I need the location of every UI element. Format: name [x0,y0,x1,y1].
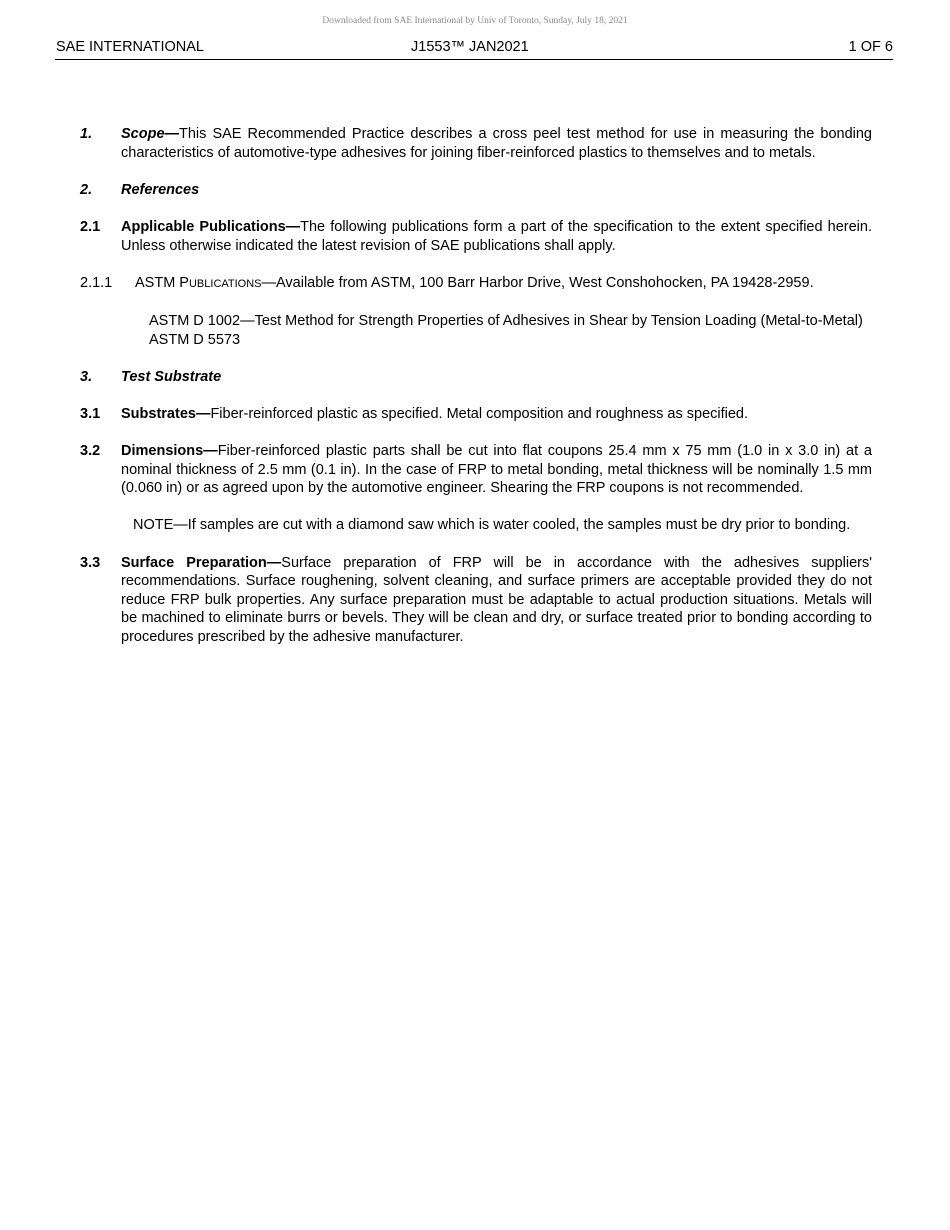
section-number: 2.1.1 [80,274,113,291]
section-text: The following publications form a part of the specification to the extent specified herein. Unless otherwise indicated the latest revision of SAE publications shall apply. [121,218,872,254]
section-3-2-dimensions [80,442,872,498]
section-title: Dimensions— [121,443,218,460]
section-3-3-surface-preparation [80,554,872,647]
section-number: 3.1 [80,405,101,422]
section-label: ASTM P [135,274,189,291]
section-title: Surface Preparation— [121,554,282,571]
note-block [133,516,872,535]
reference-item: ASTM D 1002—Test Method for Strength Properties of Adhesives in Shear by Tension Loading (Metal-to-Metal) [149,312,863,329]
reference-item: ASTM D 5573 [149,331,241,348]
section-3-1-substrates [80,405,872,424]
section-3-test-substrate [80,368,872,387]
section-2-references [80,181,872,200]
section-text: Surface preparation of FRP will be in accordance with the adhesives suppliers' recommendations. Surface roughening, solvent cleaning, and surface primers are acceptable provided they do not reduce FRP bulk properties. Any surface preparation must be adaptable to actual production situations. Metals will be machined to eliminate burrs or bevels. They will be clean and dry, or surface treated prior to bonding according to procedures prescribed by the adhesive manufacturer. [121,554,872,646]
section-number: 2.1 [80,218,101,235]
section-number: 3.2 [80,443,101,460]
download-watermark: Downloaded from SAE International by Univ of Toronto, Sunday, July 18, 2021 [322,16,628,26]
section-title: Scope— [121,126,180,142]
note-text: NOTE—If samples are cut with a diamond saw which is water cooled, the samples must be dry prior to bonding. [133,517,851,534]
section-number: 1. [80,126,93,142]
section-title: Test Substrate [121,368,222,385]
section-label-smallcaps: UBLICATIONS [188,277,262,290]
page-header [55,39,893,60]
header-doc-id: J1553™ JAN2021 [411,39,529,55]
document-body [80,125,872,665]
section-number: 3. [80,368,93,385]
section-text: —Available from ASTM, 100 Barr Harbor Drive, West Conshohocken, PA 19428-2959. [261,274,814,291]
section-title: Applicable Publications— [121,218,301,235]
section-1-scope [80,125,872,162]
reference-list [149,312,872,349]
header-page-number: 1 OF 6 [848,39,893,55]
section-number: 3.3 [80,554,101,571]
section-text: Fiber-reinforced plastic as specified. Metal composition and roughness as specified. [210,405,749,422]
section-title: Substrates— [121,405,211,422]
section-2-1-applicable-publications [80,218,872,255]
section-number: 2. [80,181,93,198]
section-text: This SAE Recommended Practice describes a cross peel test method for use in measuring the bonding characteristics of automotive-type adhesives for joining fiber-reinforced plastics to themselves and to metals. [121,126,872,161]
section-2-1-1-astm-publications [80,274,872,294]
section-title: References [121,181,200,198]
header-org: SAE INTERNATIONAL [56,39,204,55]
section-text: Fiber-reinforced plastic parts shall be cut into flat coupons 25.4 mm x 75 mm (1.0 in x 3.0 in) at a nominal thickness of 2.5 mm (0.1 in). In the case of FRP to metal bonding, metal thickness will be nominally 1.5 mm (0.060 in) or as agreed upon by the automotive engineer. Shearing the FRP coupons is not recommended. [121,443,872,497]
